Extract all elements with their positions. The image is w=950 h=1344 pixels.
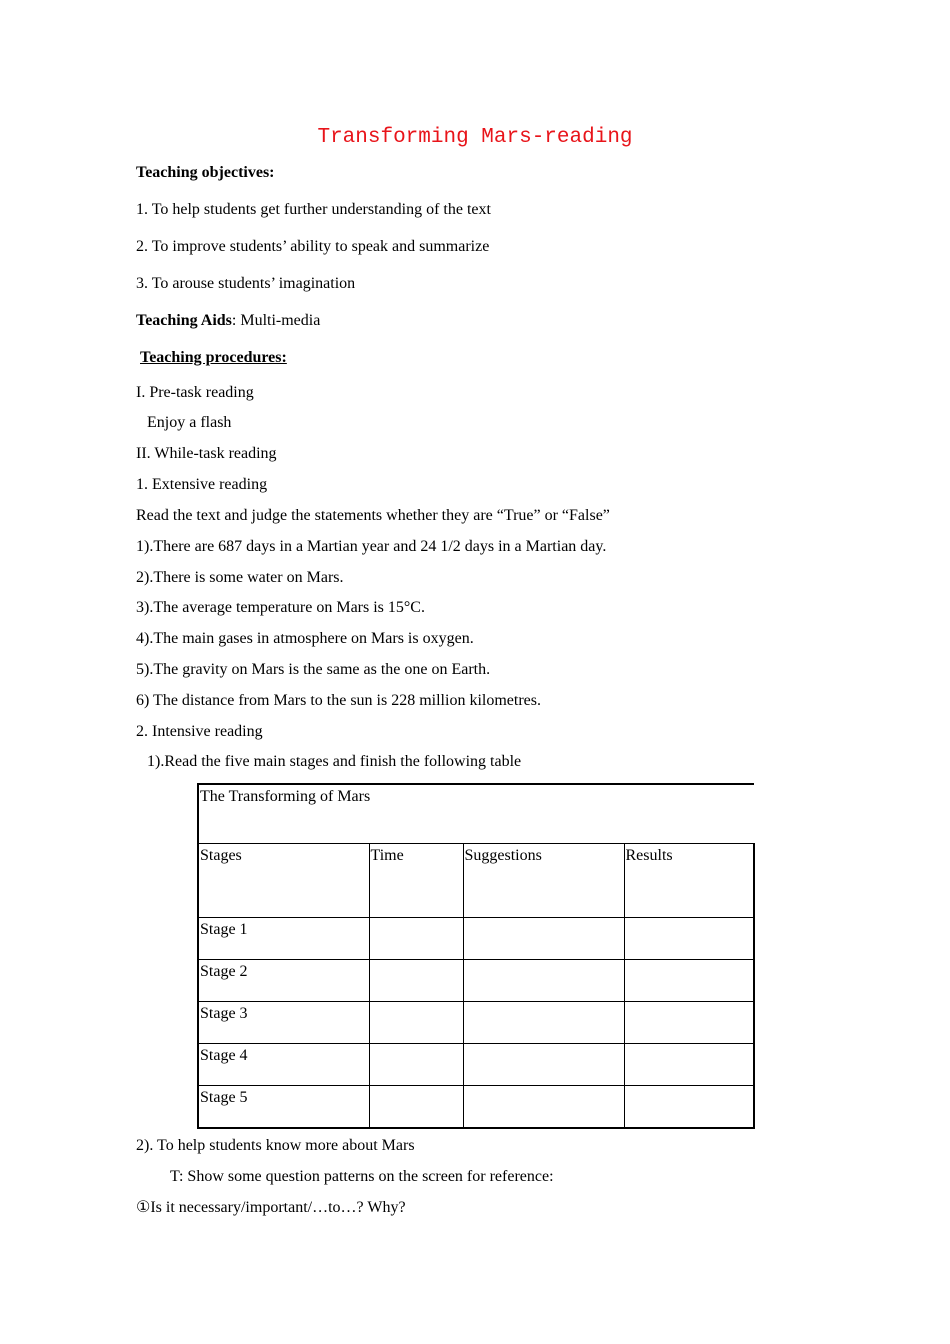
stage-label: Stage 3 bbox=[198, 1002, 369, 1044]
suggestions-cell[interactable] bbox=[463, 918, 624, 960]
table-row bbox=[198, 960, 754, 1002]
column-header-results: Results bbox=[624, 844, 754, 918]
results-cell[interactable] bbox=[624, 1044, 754, 1086]
while-task-heading: II. While-task reading bbox=[136, 445, 277, 462]
pre-task-activity: Enjoy a flash bbox=[147, 414, 232, 431]
statement-item: 5).The gravity on Mars is the same as the one on Earth. bbox=[136, 661, 491, 678]
table-row bbox=[198, 1086, 754, 1129]
statement-item: 4).The main gases in atmosphere on Mars is oxygen. bbox=[136, 630, 474, 647]
statement-item: 3).The average temperature on Mars is 15°C. bbox=[136, 599, 425, 616]
document-title: Transforming Mars-reading bbox=[317, 126, 633, 149]
table-caption: The Transforming of Mars bbox=[198, 784, 754, 844]
time-cell[interactable] bbox=[369, 1086, 463, 1129]
intensive-reading-heading: 2. Intensive reading bbox=[136, 723, 263, 740]
results-cell[interactable] bbox=[624, 960, 754, 1002]
objective-item: 2. To improve students’ ability to speak and summarize bbox=[136, 238, 490, 255]
teacher-note: T: Show some question patterns on the screen for reference: bbox=[170, 1168, 554, 1185]
objectives-heading: Teaching objectives: bbox=[136, 164, 275, 181]
stage-label: Stage 5 bbox=[198, 1086, 369, 1129]
results-cell[interactable] bbox=[624, 1086, 754, 1129]
column-header-suggestions: Suggestions bbox=[463, 844, 624, 918]
table-instruction: 1).Read the five main stages and finish the following table bbox=[147, 753, 522, 770]
procedures-heading: Teaching procedures: bbox=[140, 349, 287, 366]
statement-item: 6) The distance from Mars to the sun is 228 million kilometres. bbox=[136, 692, 541, 709]
suggestions-cell[interactable] bbox=[463, 1044, 624, 1086]
stage-label: Stage 2 bbox=[198, 960, 369, 1002]
results-cell[interactable] bbox=[624, 1002, 754, 1044]
objective-item: 1. To help students get further understanding of the text bbox=[136, 201, 491, 218]
extensive-reading-heading: 1. Extensive reading bbox=[136, 476, 268, 493]
suggestions-cell[interactable] bbox=[463, 1086, 624, 1129]
column-header-time: Time bbox=[369, 844, 463, 918]
teaching-aids-label: Teaching Aids bbox=[136, 312, 232, 329]
suggestions-cell[interactable] bbox=[463, 960, 624, 1002]
statement-item: 1).There are 687 days in a Martian year and 24 1/2 days in a Martian day. bbox=[136, 538, 607, 555]
time-cell[interactable] bbox=[369, 918, 463, 960]
follow-up-heading: 2). To help students know more about Mars bbox=[136, 1137, 415, 1154]
teaching-aids-value: : Multi-media bbox=[231, 312, 321, 329]
statement-item: 2).There is some water on Mars. bbox=[136, 569, 344, 586]
pre-task-heading: I. Pre-task reading bbox=[136, 384, 254, 401]
stage-label: Stage 4 bbox=[198, 1044, 369, 1086]
question-pattern: ①Is it necessary/important/…to…? Why? bbox=[136, 1199, 406, 1216]
table-row bbox=[198, 1002, 754, 1044]
suggestions-cell[interactable] bbox=[463, 1002, 624, 1044]
table-row bbox=[198, 1044, 754, 1086]
time-cell[interactable] bbox=[369, 1044, 463, 1086]
time-cell[interactable] bbox=[369, 960, 463, 1002]
time-cell[interactable] bbox=[369, 1002, 463, 1044]
true-false-instruction: Read the text and judge the statements whether they are “True” or “False” bbox=[136, 507, 610, 524]
teaching-aids bbox=[136, 311, 320, 331]
results-cell[interactable] bbox=[624, 918, 754, 960]
stages-table bbox=[197, 783, 755, 1129]
table-row bbox=[198, 918, 754, 960]
column-header-stages: Stages bbox=[198, 844, 369, 918]
objective-item: 3. To arouse students’ imagination bbox=[136, 275, 356, 292]
stage-label: Stage 1 bbox=[198, 918, 369, 960]
